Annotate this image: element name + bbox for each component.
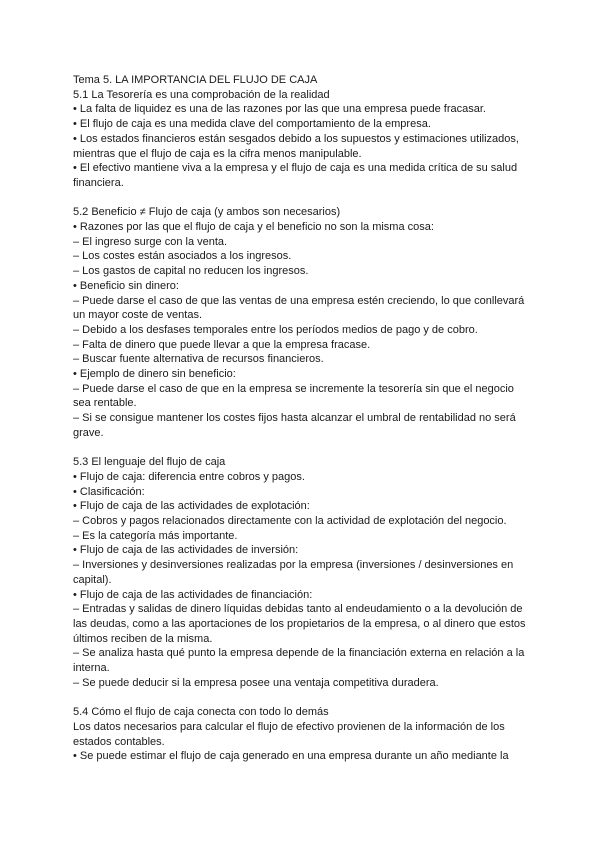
list-item: • Beneficio sin dinero:: [73, 279, 179, 292]
section-heading: 5.2 Beneficio ≠ Flujo de caja (y ambos son necesarios): [73, 206, 341, 219]
list-item: – Los gastos de capital no reducen los ingresos.: [73, 265, 309, 278]
list-item: – Es la categoría más importante.: [73, 529, 238, 542]
list-item: – Entradas y salidas de dinero líquidas debidas tanto al endeudamiento o a la devolución de las deudas, como a las aportaciones de los propietarios de la empresa, o al dinero que estos últimos reciben de la misma.: [73, 603, 526, 645]
list-item: • Flujo de caja de las actividades de inversión:: [73, 544, 299, 557]
paragraph: Los datos necesarios para calcular el flujo de efectivo provienen de la información de los estados contables.: [73, 720, 505, 748]
list-item: • Se puede estimar el flujo de caja generado en una empresa durante un año mediante la: [73, 750, 509, 763]
section-5-1: [73, 88, 530, 191]
list-item: – Buscar fuente alternativa de recursos financieros.: [73, 353, 324, 366]
list-item: • El flujo de caja es una medida clave del comportamiento de la empresa.: [73, 118, 431, 131]
section-5-3: [73, 455, 530, 690]
list-item: • Flujo de caja: diferencia entre cobros y pagos.: [73, 470, 305, 483]
list-item: – Debido a los desfases temporales entre los períodos medios de pago y de cobro.: [73, 323, 478, 336]
list-item: – Inversiones y desinversiones realizadas por la empresa (inversiones / desinversiones en capital).: [73, 559, 514, 586]
list-item: – Cobros y pagos relacionados directamente con la actividad de explotación del negocio.: [73, 515, 507, 528]
section-heading: 5.1 La Tesorería es una comprobación de la realidad: [73, 88, 330, 101]
list-item: • Clasificación:: [73, 485, 145, 498]
list-item: – Puede darse el caso de que en la empresa se incremente la tesorería sin que el negocio sea rentable.: [73, 382, 514, 410]
section-5-4: [73, 705, 530, 764]
list-item: • Flujo de caja de las actividades de financiación:: [73, 588, 313, 601]
list-item: • La falta de liquidez es una de las razones por las que una empresa puede fracasar.: [73, 103, 486, 116]
section-5-2: [73, 205, 530, 440]
list-item: – Los costes están asociados a los ingresos.: [73, 250, 292, 263]
list-item: – Si se consigue mantener los costes fijos hasta alcanzar el umbral de rentabilidad no será grave.: [73, 412, 516, 439]
list-item: • El efectivo mantiene viva a la empresa y el flujo de caja es una medida crítica de su salud financiera.: [73, 162, 518, 189]
section-heading: 5.3 El lenguaje del flujo de caja: [73, 456, 226, 469]
list-item: • Flujo de caja de las actividades de explotación:: [73, 500, 310, 513]
list-item: – Puede darse el caso de que las ventas de una empresa estén creciendo, lo que conllevará un mayor coste de ventas.: [73, 294, 525, 322]
list-item: – Se analiza hasta qué punto la empresa depende de la financiación externa en relación a la interna.: [73, 647, 525, 675]
list-item: – Falta de dinero que puede llevar a que la empresa fracase.: [73, 338, 371, 351]
list-item: • Ejemplo de dinero sin beneficio:: [73, 368, 236, 381]
list-item: – El ingreso surge con la venta.: [73, 235, 228, 248]
document-title: Tema 5. LA IMPORTANCIA DEL FLUJO DE CAJA: [73, 74, 318, 86]
list-item: • Razones por las que el flujo de caja y el beneficio no son la misma cosa:: [73, 221, 434, 234]
section-heading: 5.4 Cómo el flujo de caja conecta con todo lo demás: [73, 706, 329, 719]
list-item: • Los estados financieros están sesgados debido a los supuestos y estimaciones utilizados, mientras que el flujo de caja es la cifra menos manipulable.: [73, 132, 519, 160]
list-item: – Se puede deducir si la empresa posee una ventaja competitiva duradera.: [73, 676, 439, 689]
